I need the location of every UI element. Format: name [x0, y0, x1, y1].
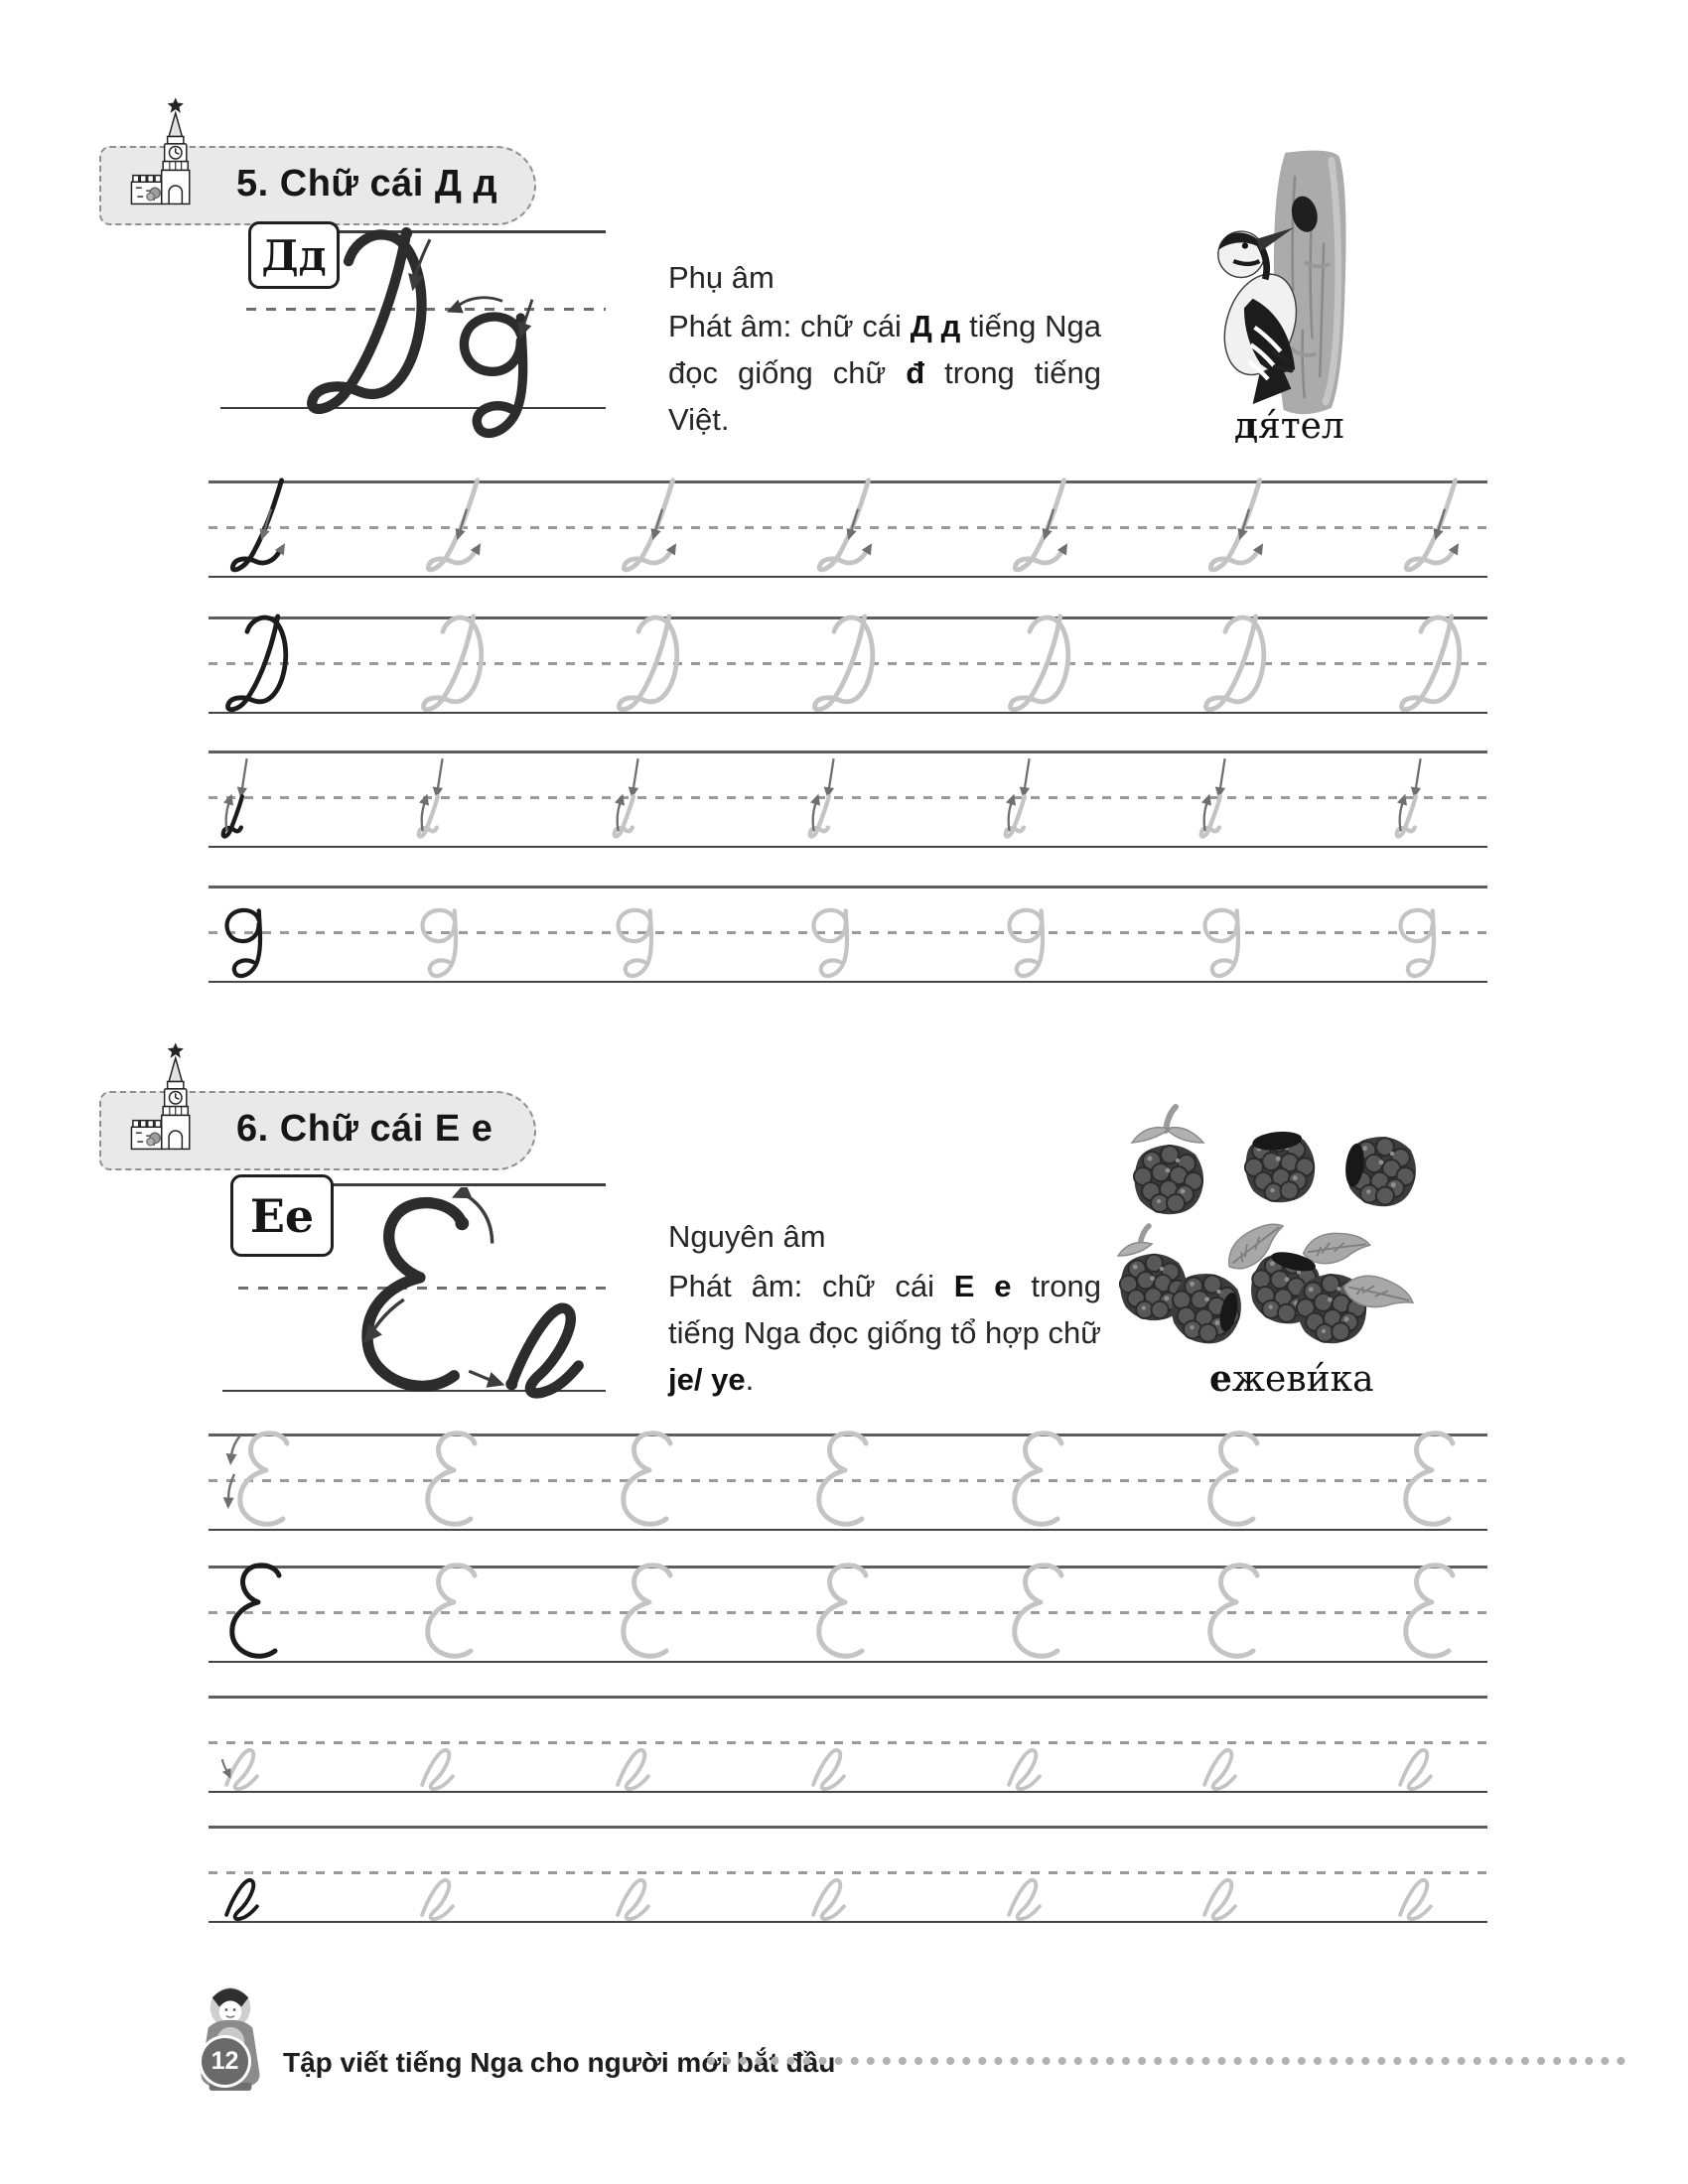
- practice-glyph-letter-e: [807, 1737, 850, 1790]
- practice-glyph-letter-D: [612, 613, 688, 712]
- practice-row-letter-E: [209, 1566, 1487, 1663]
- practice-glyph-letter-e: [220, 1867, 263, 1920]
- practice-glyph-stroke-d: [416, 752, 454, 846]
- practice-glyph-stroke-d: [1198, 752, 1236, 846]
- practice-row-stroke-d: [209, 751, 1487, 848]
- pronunciation-text: Phát âm: chữ cái Д д tiếng Nga đọc giống chữ đ trong tiếng Việt.: [668, 309, 1101, 437]
- practice-glyph-letter-D: [1198, 613, 1275, 712]
- practice-glyph-letter-E: [416, 1430, 486, 1529]
- practice-glyph-letter-e: [807, 1867, 850, 1920]
- page-number-badge: 12: [202, 2038, 248, 2085]
- blackberries-illustration: [1102, 1097, 1430, 1355]
- practice-glyph-stroke-d: [807, 752, 845, 846]
- practice-glyph-letter-g: [220, 901, 272, 980]
- practice-glyph-letter-e: [1394, 1867, 1437, 1920]
- section6-title: 6. Chữ cái E e: [236, 1108, 493, 1150]
- practice-row-letter-g: [209, 886, 1487, 983]
- practice-glyph-letter-g: [1394, 901, 1446, 980]
- footer-dotted-line: [707, 2057, 1625, 2065]
- section5-title: 5. Chữ cái Д д: [236, 163, 498, 205]
- practice-glyph-letter-e: [1394, 1737, 1437, 1790]
- practice-row-letter-e: [209, 1696, 1487, 1793]
- practice-glyph-letter-D: [1394, 613, 1471, 712]
- practice-glyph-letter-e: [612, 1867, 654, 1920]
- practice-glyph-letter-D: [220, 613, 297, 712]
- letter-box-Dd: Дд: [248, 221, 340, 289]
- illustration-caption-ru: ежеви́ка: [1209, 1358, 1374, 1400]
- practice-glyph-letter-g: [807, 901, 859, 980]
- woodpecker-illustration: [1157, 147, 1385, 435]
- practice-glyph-letter-E: [1198, 1562, 1268, 1661]
- practice-glyph-letter-E: [807, 1430, 877, 1529]
- practice-glyph-letter-g: [1198, 901, 1250, 980]
- practice-glyph-stroke-D: [1394, 477, 1471, 576]
- practice-glyph-letter-E: [807, 1562, 877, 1661]
- practice-glyph-letter-D: [1003, 613, 1079, 712]
- practice-glyph-stroke-d: [1394, 752, 1432, 846]
- practice-glyph-letter-e: [1198, 1867, 1241, 1920]
- practice-glyph-letter-e: [1003, 1737, 1046, 1790]
- practice-glyph-letter-e: [1198, 1737, 1241, 1790]
- letter-type-label: Nguyên âm: [668, 1219, 826, 1254]
- guide-line-dashed: [209, 796, 1487, 799]
- letter-box-Ee: Ee: [230, 1174, 334, 1257]
- practice-glyph-letter-D: [807, 613, 884, 712]
- practice-row-letter-e: [209, 1826, 1487, 1923]
- kremlin-icon: [127, 1038, 222, 1156]
- demo-cursive-e: [465, 1288, 596, 1403]
- kremlin-icon: [127, 93, 222, 210]
- practice-glyph-letter-E: [612, 1430, 681, 1529]
- practice-glyph-stroke-D: [612, 477, 688, 576]
- practice-glyph-letter-g: [416, 901, 468, 980]
- practice-row-stroke-D: [209, 480, 1487, 578]
- letter-type-label: Phụ âm: [668, 260, 774, 295]
- practice-glyph-letter-E: [416, 1562, 486, 1661]
- footer-book-title: Tập viết tiếng Nga cho người mới bắt đầu: [283, 2047, 836, 2078]
- practice-glyph-letter-E: [1198, 1430, 1268, 1529]
- practice-glyph-letter-E: [1394, 1562, 1464, 1661]
- practice-glyph-stroke-d: [220, 752, 258, 846]
- practice-glyph-stroke-D: [1003, 477, 1079, 576]
- practice-glyph-letter-e: [416, 1737, 459, 1790]
- practice-glyph-letter-e: [1003, 1867, 1046, 1920]
- practice-row-letter-E: [209, 1433, 1487, 1531]
- practice-glyph-letter-E: [612, 1562, 681, 1661]
- practice-glyph-stroke-d: [612, 752, 649, 846]
- practice-glyph-stroke-D: [807, 477, 884, 576]
- practice-glyph-letter-D: [416, 613, 492, 712]
- practice-glyph-letter-g: [612, 901, 663, 980]
- pronunciation-text: Phát âm: chữ cái E e trong tiếng Nga đọc giống tổ hợp chữ je/ ye.: [668, 1269, 1101, 1397]
- practice-glyph-letter-e-tr: [220, 1737, 263, 1790]
- practice-row-letter-D: [209, 616, 1487, 714]
- practice-glyph-letter-E: [1394, 1430, 1464, 1529]
- practice-glyph-letter-E-tr: [220, 1430, 298, 1529]
- practice-glyph-letter-E: [1003, 1430, 1072, 1529]
- guide-line: [332, 1183, 606, 1186]
- practice-glyph-letter-e: [416, 1867, 459, 1920]
- practice-glyph-letter-E: [1003, 1562, 1072, 1661]
- practice-glyph-letter-e: [612, 1737, 654, 1790]
- practice-glyph-stroke-D: [1198, 477, 1275, 576]
- practice-glyph-letter-g: [1003, 901, 1055, 980]
- demo-cursive-g: [445, 288, 550, 447]
- practice-glyph-stroke-D: [220, 477, 297, 576]
- illustration-caption-ru: дя́тел: [1234, 405, 1344, 447]
- practice-glyph-letter-E: [220, 1562, 290, 1661]
- practice-glyph-stroke-D: [416, 477, 492, 576]
- practice-glyph-stroke-d: [1003, 752, 1041, 846]
